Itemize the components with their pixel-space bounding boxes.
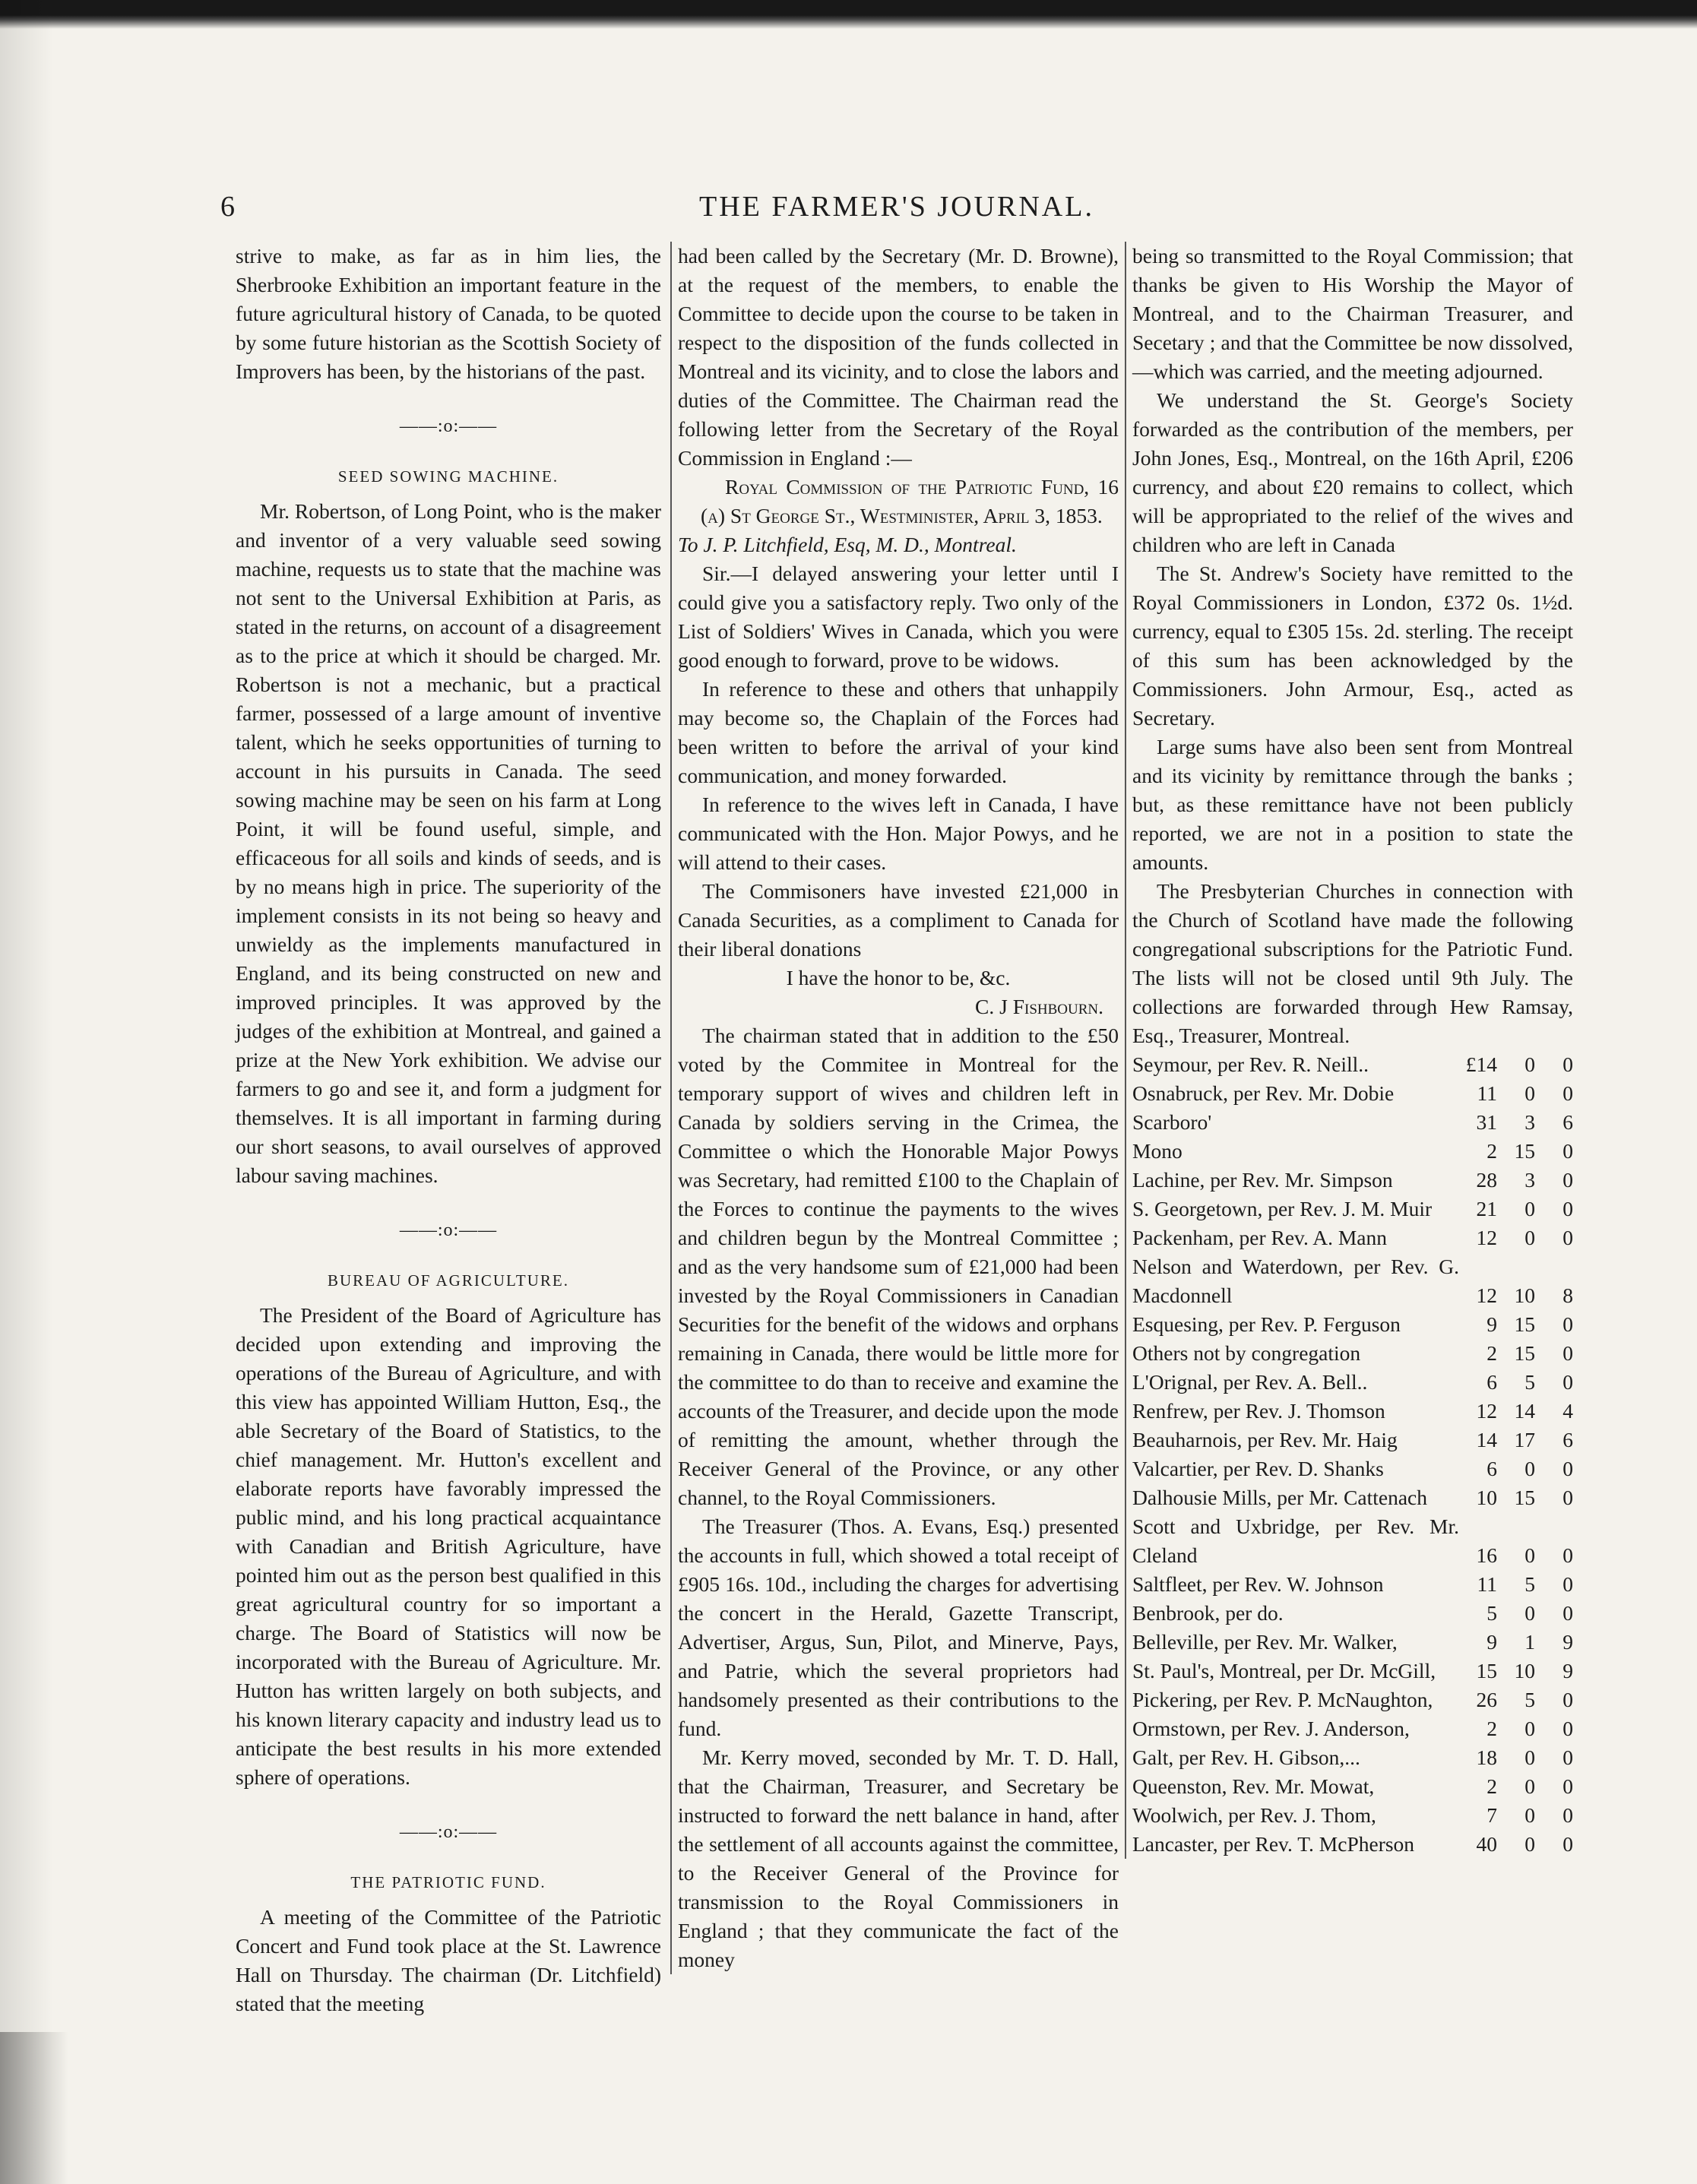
subscriber-name: Seymour, per Rev. R. Neill.. xyxy=(1132,1052,1369,1076)
column-1 xyxy=(236,242,661,2018)
pence-value: 0 xyxy=(1562,1803,1573,1827)
subscriber-name: Lancaster, per Rev. T. McPherson xyxy=(1132,1832,1415,1856)
section-divider: ——:o:—— xyxy=(399,1822,498,1842)
subscriber-name: Pickering, per Rev. P. McNaughton, xyxy=(1132,1688,1433,1711)
bureau-heading: BUREAU OF AGRICULTURE. xyxy=(327,1271,569,1290)
shillings-value: 15 xyxy=(1514,1312,1535,1336)
pounds-value: £14 xyxy=(1465,1052,1497,1076)
pounds-value: 16 xyxy=(1476,1543,1497,1567)
subscriber-name: Others not by congregation xyxy=(1132,1341,1361,1365)
pounds-value: 11 xyxy=(1477,1081,1497,1105)
banks-paragraph: Large sums have also been sent from Montreal and its vicinity by remittance through the banks ; but, as these remittance have not been publicly reported, we are not in a position to state the amounts. xyxy=(1132,735,1573,874)
shillings-value: 15 xyxy=(1514,1341,1535,1365)
patriotic-paragraph: A meeting of the Committee of the Patriotic Concert and Fund took place at the St. Lawrence Hall on Thursday. The chairman (Dr. Litchfield) stated that the meeting xyxy=(236,1905,661,2015)
table-row xyxy=(1132,1801,1573,1830)
table-row xyxy=(1132,1050,1573,1079)
pence-value: 0 xyxy=(1562,1457,1573,1480)
subscriber-name: Beauharnois, per Rev. Mr. Haig xyxy=(1132,1428,1398,1451)
table-row xyxy=(1132,1714,1573,1743)
pence-value: 0 xyxy=(1562,1543,1573,1567)
pounds-value: 40 xyxy=(1476,1832,1497,1856)
pence-value: 0 xyxy=(1562,1486,1573,1509)
subscriber-name: Belleville, per Rev. Mr. Walker, xyxy=(1132,1630,1398,1654)
resolution-paragraph: being so transmitted to the Royal Commission; that thanks be given to His Worship the Mayor of Montreal, and to the Chairman Treasurer, and Secetary ; and that the Committee be now dissolved,—which was carried, and the meeting adjourned. xyxy=(1132,244,1573,383)
patriotic-heading: THE PATRIOTIC FUND. xyxy=(350,1873,546,1891)
pence-value: 0 xyxy=(1562,1168,1573,1192)
page-number: 6 xyxy=(220,191,235,223)
letter-signature: C. J Fishbourn. xyxy=(975,995,1103,1018)
letter-paragraph: The Commisoners have invested £21,000 in Canada Securities, as a compliment to Canada for their liberal donations xyxy=(678,879,1119,961)
letter-recipient: To J. P. Litchfield, Esq, M. D., Montreal. xyxy=(678,533,1017,556)
table-row xyxy=(1132,1685,1573,1714)
table-row xyxy=(1132,1339,1573,1368)
subscriber-name: Packenham, per Rev. A. Mann xyxy=(1132,1226,1388,1249)
table-row xyxy=(1132,1599,1573,1628)
section-divider: ——:o:—— xyxy=(399,416,498,436)
shillings-value: 0 xyxy=(1524,1052,1535,1076)
subscriber-name: Mono xyxy=(1132,1139,1183,1163)
pence-value: 0 xyxy=(1562,1139,1573,1163)
pounds-value: 9 xyxy=(1486,1630,1497,1654)
subscriber-name: Lachine, per Rev. Mr. Simpson xyxy=(1132,1168,1393,1192)
intro-paragraph: strive to make, as far as in him lies, the Sherbrooke Exhibition an important feature in the future agricultural history of Canada, to be quoted by some future historian as the Scottish Society of Improvers has been, by the historians of the past. xyxy=(236,244,661,383)
subscriber-name: Benbrook, per do. xyxy=(1132,1601,1284,1625)
pence-value: 4 xyxy=(1562,1399,1573,1423)
table-row xyxy=(1132,1570,1573,1599)
subscriber-name: Dalhousie Mills, per Mr. Cattenach xyxy=(1132,1486,1427,1509)
pence-value: 0 xyxy=(1562,1717,1573,1740)
shillings-value: 0 xyxy=(1524,1457,1535,1480)
table-row xyxy=(1132,1195,1573,1223)
table-row xyxy=(1132,1079,1573,1108)
pence-value: 0 xyxy=(1562,1774,1573,1798)
pounds-value: 11 xyxy=(1477,1572,1497,1596)
pounds-value: 6 xyxy=(1486,1457,1497,1480)
pounds-value: 7 xyxy=(1486,1803,1497,1827)
pence-value: 6 xyxy=(1562,1428,1573,1451)
subscriber-name: L'Orignal, per Rev. A. Bell.. xyxy=(1132,1370,1368,1394)
pence-value: 9 xyxy=(1562,1630,1573,1654)
subscriber-name: Ormstown, per Rev. J. Anderson, xyxy=(1132,1717,1410,1740)
pence-value: 0 xyxy=(1562,1832,1573,1856)
table-row xyxy=(1132,1657,1573,1685)
subscriptions-table xyxy=(1132,1050,1573,1859)
letter-paragraph: Sir.—I delayed answering your letter until I could give you a satisfactory reply. Two only of the List of Soldiers' Wives in Canada, which you were good enough to forward, prove to be widows. xyxy=(678,562,1119,672)
subscriber-name: Nelson and Waterdown, per Rev. G. Macdonnell xyxy=(1132,1255,1459,1307)
pounds-value: 18 xyxy=(1476,1746,1497,1769)
pence-value: 0 xyxy=(1562,1052,1573,1076)
shillings-value: 10 xyxy=(1514,1283,1535,1307)
shillings-value: 0 xyxy=(1524,1832,1535,1856)
pounds-value: 2 xyxy=(1486,1139,1497,1163)
shillings-value: 0 xyxy=(1524,1601,1535,1625)
subscriber-name: S. Georgetown, per Rev. J. M. Muir xyxy=(1132,1197,1433,1220)
subscriber-name: Scarboro' xyxy=(1132,1110,1212,1134)
pounds-value: 10 xyxy=(1476,1486,1497,1509)
subscriber-name: Scott and Uxbridge, per Rev. Mr. Cleland xyxy=(1132,1515,1459,1567)
subscriber-name: Saltfleet, per Rev. W. Johnson xyxy=(1132,1572,1384,1596)
table-row xyxy=(1132,1252,1573,1310)
chairman-paragraph: The chairman stated that in addition to the £50 voted by the Commitee in Montreal for the temporary support of wives and children left in Canada by soldiers serving in the Crimea, the Committee o which the Honorable Major Powys was Secretary, had remitted £100 to the Chaplain of the Forces to continue the payments to the wives and children begun by the Montreal Committee ; and as the very handsome sum of £21,000 had been invested by the Royal Commissioners in Canadian Securities for the benefit of the widows and orphans remaining in Canada, there would be little more for the committee to do than to receive and examine the accounts of the Treasurer, and decide upon the mode of remitting the amount, whether through the Receiver General of the Province, or any other channel, to the Royal Commissioners. xyxy=(678,1024,1119,1509)
subscriber-name: Galt, per Rev. H. Gibson,... xyxy=(1132,1746,1360,1769)
subscriber-name: Queenston, Rev. Mr. Mowat, xyxy=(1132,1774,1375,1798)
table-row xyxy=(1132,1628,1573,1657)
seed-heading: SEED SOWING MACHINE. xyxy=(337,467,559,486)
scan-top-edge xyxy=(0,0,1697,29)
pounds-value: 31 xyxy=(1476,1110,1497,1134)
pence-value: 0 xyxy=(1562,1688,1573,1711)
subscriber-name: St. Paul's, Montreal, per Dr. McGill, xyxy=(1132,1659,1436,1682)
letter-address: Royal Commission of the Patriotic Fund, 16 (a) St George St., Westminister, April 3, 1853. xyxy=(701,475,1119,527)
pounds-value: 26 xyxy=(1476,1688,1497,1711)
pence-value: 0 xyxy=(1562,1746,1573,1769)
pounds-value: 6 xyxy=(1486,1370,1497,1394)
pounds-value: 15 xyxy=(1476,1659,1497,1682)
pounds-value: 21 xyxy=(1476,1197,1497,1220)
shillings-value: 0 xyxy=(1524,1081,1535,1105)
shillings-value: 3 xyxy=(1524,1110,1535,1134)
shillings-value: 14 xyxy=(1514,1399,1535,1423)
motion-paragraph: Mr. Kerry moved, seconded by Mr. T. D. Hall, that the Chairman, Treasurer, and Secretary be instructed to forward the nett balance in hand, after the settlement of all accounts against the committee, to the Receiver General of the Province for transmission to the Royal Commissioners in England ; that they communicate the fact of the money xyxy=(678,1746,1119,1971)
pounds-value: 2 xyxy=(1486,1774,1497,1798)
letter-closing: I have the honor to be, &c. xyxy=(786,966,1011,989)
pounds-value: 12 xyxy=(1476,1399,1497,1423)
table-row xyxy=(1132,1512,1573,1570)
subscriber-name: Osnabruck, per Rev. Mr. Dobie xyxy=(1132,1081,1395,1105)
shillings-value: 17 xyxy=(1514,1428,1535,1451)
shillings-value: 0 xyxy=(1524,1226,1535,1249)
pounds-value: 9 xyxy=(1486,1312,1497,1336)
pence-value: 9 xyxy=(1562,1659,1573,1682)
table-row xyxy=(1132,1108,1573,1137)
pounds-value: 14 xyxy=(1476,1428,1497,1451)
shillings-value: 3 xyxy=(1524,1168,1535,1192)
letter-paragraph: In reference to these and others that unhappily may become so, the Chaplain of the Forces had been written to before the arrival of your kind communication, and money forwarded. xyxy=(678,677,1119,787)
shillings-value: 15 xyxy=(1514,1486,1535,1509)
st-andrew-paragraph: The St. Andrew's Society have remitted to the Royal Commissioners in London, £372 0s. 1½d. currency, equal to £305 15s. 2d. sterling. The receipt of this sum has been acknowledged by the Commissioners. John Armour, Esq., acted as Secretary. xyxy=(1132,562,1573,730)
meeting-paragraph: had been called by the Secretary (Mr. D. Browne), at the request of the members, to enable the Committee to decide upon the course to be taken in respect to the disposition of the funds collected in Montreal and its vicinity, and to close the labors and duties of the Committee. The Chairman read the following letter from the Secretary of the Royal Commission in England :— xyxy=(678,244,1119,470)
table-row xyxy=(1132,1397,1573,1426)
shillings-value: 15 xyxy=(1514,1139,1535,1163)
shillings-value: 5 xyxy=(1524,1370,1535,1394)
table-row xyxy=(1132,1772,1573,1801)
pounds-value: 12 xyxy=(1476,1283,1497,1307)
subscriber-name: Renfrew, per Rev. J. Thomson xyxy=(1132,1399,1385,1423)
table-row xyxy=(1132,1830,1573,1859)
scan-binding-edge xyxy=(0,2032,68,2184)
table-row xyxy=(1132,1137,1573,1166)
pounds-value: 5 xyxy=(1486,1601,1497,1625)
pounds-value: 2 xyxy=(1486,1341,1497,1365)
pence-value: 0 xyxy=(1562,1572,1573,1596)
section-divider: ——:o:—— xyxy=(399,1220,498,1240)
table-row xyxy=(1132,1426,1573,1454)
pounds-value: 12 xyxy=(1476,1226,1497,1249)
subscriber-name: Woolwich, per Rev. J. Thom, xyxy=(1132,1803,1376,1827)
table-row xyxy=(1132,1454,1573,1483)
masthead: THE FARMER'S JOURNAL. xyxy=(699,191,1094,223)
subscriber-name: Esquesing, per Rev. P. Ferguson xyxy=(1132,1312,1401,1336)
shillings-value: 0 xyxy=(1524,1746,1535,1769)
pence-value: 8 xyxy=(1562,1283,1573,1307)
pence-value: 0 xyxy=(1562,1601,1573,1625)
shillings-value: 0 xyxy=(1524,1774,1535,1798)
shillings-value: 0 xyxy=(1524,1543,1535,1567)
pounds-value: 2 xyxy=(1486,1717,1497,1740)
treasurer-paragraph: The Treasurer (Thos. A. Evans, Esq.) presented the accounts in full, which showed a total receipt of £905 16s. 10d., including the charges for advertising the concert in the Herald, Gazette Transcript, Advertiser, Argus, Sun, Pilot, and Minerve, Pays, and Patrie, which the several proprietors had handsomely presented as their contributions to the fund. xyxy=(678,1515,1119,1740)
table-row xyxy=(1132,1368,1573,1397)
shillings-value: 10 xyxy=(1514,1659,1535,1682)
pence-value: 6 xyxy=(1562,1110,1573,1134)
column-2 xyxy=(670,242,1119,1974)
presbyterian-paragraph: The Presbyterian Churches in connection with the Church of Scotland have made the following congregational subscriptions for the Patriotic Fund. The lists will not be closed until 9th July. The collections are forwarded through Hew Ramsay, Esq., Treasurer, Montreal. xyxy=(1132,879,1573,1047)
scan-left-shadow xyxy=(0,0,53,2184)
pence-value: 0 xyxy=(1562,1081,1573,1105)
pence-value: 0 xyxy=(1562,1226,1573,1249)
table-row xyxy=(1132,1223,1573,1252)
pounds-value: 28 xyxy=(1476,1168,1497,1192)
shillings-value: 0 xyxy=(1524,1803,1535,1827)
st-george-paragraph: We understand the St. George's Society forwarded as the contribution of the members, per John Jones, Esq., Montreal, on the 16th April, £206 currency, and about £20 remains to collect, which will be appropriated to the relief of the wives and children who are left in Canada xyxy=(1132,388,1573,556)
shillings-value: 0 xyxy=(1524,1197,1535,1220)
page-header xyxy=(220,190,1573,236)
pence-value: 0 xyxy=(1562,1341,1573,1365)
pence-value: 0 xyxy=(1562,1197,1573,1220)
column-3 xyxy=(1125,242,1573,1859)
table-row xyxy=(1132,1166,1573,1195)
table-row xyxy=(1132,1483,1573,1512)
pence-value: 0 xyxy=(1562,1370,1573,1394)
shillings-value: 0 xyxy=(1524,1717,1535,1740)
letter-paragraph: In reference to the wives left in Canada, I have communicated with the Hon. Major Powys, and he will attend to their cases. xyxy=(678,793,1119,874)
pence-value: 0 xyxy=(1562,1312,1573,1336)
table-row xyxy=(1132,1310,1573,1339)
shillings-value: 5 xyxy=(1524,1688,1535,1711)
shillings-value: 1 xyxy=(1524,1630,1535,1654)
seed-paragraph: Mr. Robertson, of Long Point, who is the maker and inventor of a very valuable seed sowing machine, requests us to state that the machine was not sent to the Universal Exhibition at Paris, as stated in the returns, on account of a disagreement as to the price at which it should be charged. Mr. Robertson is not a mechanic, but a practical farmer, possessed of a large amount of inventive talent, which he seeks opportunities of turning to account in his pursuits in Canada. The seed sowing machine may be seen on his farm at Long Point, it will be found useful, simple, and efficaceous for all soils and kinds of seeds, and is by no means high in price. The superiority of the implement consists in its not being so heavy and unwieldy as the implements manufactured in England, and its being constructed on new and improved principles. It was approved by the judges of the exhibition at Montreal, and gained a prize at the New York exhibition. We advise our farmers to go and see it, and form a judgment for themselves. It is all important in farming during our short seasons, to avail ourselves of approved labour saving machines. xyxy=(236,499,661,1187)
table-row xyxy=(1132,1743,1573,1772)
shillings-value: 5 xyxy=(1524,1572,1535,1596)
subscriber-name: Valcartier, per Rev. D. Shanks xyxy=(1132,1457,1384,1480)
bureau-paragraph: The President of the Board of Agriculture has decided upon extending and improving the operations of the Bureau of Agriculture, and with this view has appointed William Hutton, Esq., the able Secretary of the Board of Statistics, to the chief management. Mr. Hutton's excellent and elaborate reports have favorably impressed the public mind, and his long practical acquaintance with Canadian and British Agriculture, have pointed him out as the person best qualified in this great agricultural country for so important a charge. The Board of Statistics will now be incorporated with the Bureau of Agriculture. Mr. Hutton has written largely on both subjects, and his known literary capacity and industry lead us to anticipate the best results in his more extended sphere of operations. xyxy=(236,1303,661,1789)
